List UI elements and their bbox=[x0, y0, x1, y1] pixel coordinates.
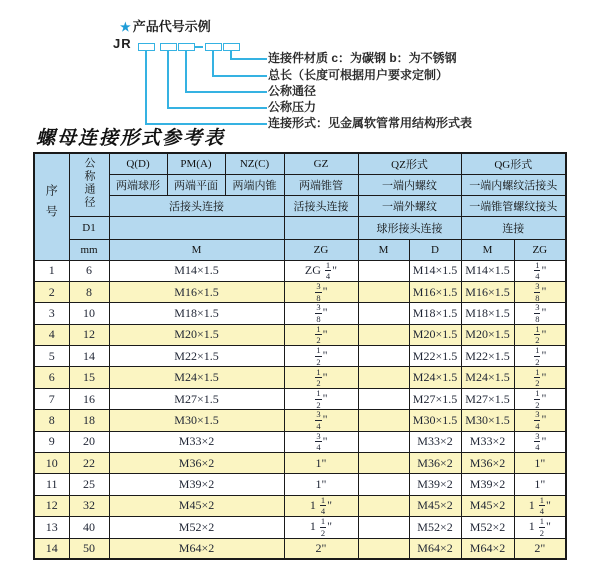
header-qg-desc2: 一端锥管螺纹接头 bbox=[461, 195, 566, 216]
row-seq: 13 bbox=[34, 517, 69, 538]
cell-qz-d: M36×2 bbox=[409, 453, 461, 474]
code-box-2 bbox=[160, 43, 177, 51]
row-seq: 2 bbox=[34, 281, 69, 302]
table-row bbox=[34, 453, 566, 474]
cell-qg-m: M39×2 bbox=[461, 474, 514, 495]
cell-qz-m bbox=[358, 324, 409, 345]
row-seq: 12 bbox=[34, 495, 69, 516]
header-pm-form: PM(A) bbox=[167, 153, 225, 174]
cell-qg-m: M24×1.5 bbox=[461, 367, 514, 388]
cell-qg-zg: 1 $\frac{1}{4}$ " bbox=[514, 495, 566, 516]
cell-gz-zg: 1 $\frac{1}{2}$ " bbox=[284, 517, 358, 538]
code-box-5 bbox=[223, 43, 240, 51]
cell-qg-m: M18×1.5 bbox=[461, 303, 514, 324]
table-row bbox=[34, 410, 566, 431]
cell-gz-zg: $\frac{1}{2}$ " bbox=[284, 388, 358, 409]
cell-qg-zg: 1 $\frac{1}{2}$ " bbox=[514, 517, 566, 538]
connector-line bbox=[230, 58, 267, 60]
cell-nominal-mm: 20 bbox=[69, 431, 109, 452]
cell-qg-zg: $\frac{3}{4}$ " bbox=[514, 431, 566, 452]
header-qz-desc2: 一端外螺纹 bbox=[358, 195, 461, 216]
header-gz-form: GZ bbox=[284, 153, 358, 174]
cell-qz-m bbox=[358, 346, 409, 367]
cell-gz-zg: $\frac{3}{4}$ " bbox=[284, 431, 358, 452]
cell-qz-d: M39×2 bbox=[409, 474, 461, 495]
cell-qg-zg: $\frac{3}{4}$ " bbox=[514, 410, 566, 431]
cell-qz-d: M18×1.5 bbox=[409, 303, 461, 324]
cell-union-m: M16×1.5 bbox=[109, 281, 284, 302]
header-m-union: M bbox=[109, 239, 284, 260]
code-box-1 bbox=[138, 43, 155, 51]
cell-nominal-mm: 50 bbox=[69, 538, 109, 559]
row-seq: 11 bbox=[34, 474, 69, 495]
cell-qz-d: M16×1.5 bbox=[409, 281, 461, 302]
cell-nominal-mm: 10 bbox=[69, 303, 109, 324]
cell-nominal-mm: 15 bbox=[69, 367, 109, 388]
header-gz-desc: 两端锥管 bbox=[284, 174, 358, 195]
cell-nominal-mm: 25 bbox=[69, 474, 109, 495]
cell-qz-m bbox=[358, 495, 409, 516]
table-row bbox=[34, 367, 566, 388]
cell-qz-m bbox=[358, 538, 409, 559]
cell-qz-d: M52×2 bbox=[409, 517, 461, 538]
connector-line bbox=[167, 51, 169, 108]
cell-gz-zg: $\frac{1}{2}$ " bbox=[284, 324, 358, 345]
cell-nominal-mm: 22 bbox=[69, 453, 109, 474]
product-code-heading-text: 产品代号示例 bbox=[132, 19, 211, 34]
header-zg-gz: ZG bbox=[284, 239, 358, 260]
header-blank-union bbox=[109, 216, 284, 239]
cell-gz-zg: $\frac{3}{8}$ " bbox=[284, 303, 358, 324]
cell-qg-m: M45×2 bbox=[461, 495, 514, 516]
header-qz-form: QZ形式 bbox=[358, 153, 461, 174]
header-m-qz: M bbox=[358, 239, 409, 260]
code-box-3 bbox=[178, 43, 195, 51]
diagram-label-diameter: 公称通径 bbox=[268, 84, 317, 98]
cell-qz-d: M64×2 bbox=[409, 538, 461, 559]
cell-union-m: M39×2 bbox=[109, 474, 284, 495]
header-m-qg: M bbox=[461, 239, 514, 260]
header-blank-gz bbox=[284, 216, 358, 239]
table-row bbox=[34, 324, 566, 345]
cell-qg-zg: 2" bbox=[514, 538, 566, 559]
cell-gz-zg: 2" bbox=[284, 538, 358, 559]
cell-qg-zg: 1" bbox=[514, 474, 566, 495]
cell-union-m: M45×2 bbox=[109, 495, 284, 516]
row-seq: 8 bbox=[34, 410, 69, 431]
diagram-label-length: 总长（长度可根据用户要求定制） bbox=[268, 68, 449, 82]
row-seq: 4 bbox=[34, 324, 69, 345]
cell-qg-m: M22×1.5 bbox=[461, 346, 514, 367]
table-row bbox=[34, 346, 566, 367]
cell-qz-d: M27×1.5 bbox=[409, 388, 461, 409]
row-seq: 1 bbox=[34, 260, 69, 281]
cell-union-m: M33×2 bbox=[109, 431, 284, 452]
table-row bbox=[34, 474, 566, 495]
header-q-form: Q(D) bbox=[109, 153, 167, 174]
row-seq: 10 bbox=[34, 453, 69, 474]
cell-gz-zg: 1" bbox=[284, 474, 358, 495]
cell-qg-m: M16×1.5 bbox=[461, 281, 514, 302]
header-qz-connection: 球形接头连接 bbox=[358, 216, 461, 239]
cell-nominal-mm: 40 bbox=[69, 517, 109, 538]
table-row bbox=[34, 495, 566, 516]
table-title: 螺母连接形式参考表 bbox=[36, 128, 226, 149]
cell-qz-m bbox=[358, 367, 409, 388]
connector-line bbox=[185, 91, 267, 93]
cell-qz-m bbox=[358, 453, 409, 474]
cell-qz-m bbox=[358, 281, 409, 302]
cell-qg-m: M14×1.5 bbox=[461, 260, 514, 281]
cell-qg-zg: $\frac{1}{2}$ " bbox=[514, 346, 566, 367]
cell-qz-m bbox=[358, 303, 409, 324]
header-qg-desc1: 一端内螺纹活接头 bbox=[461, 174, 566, 195]
cell-qg-m: M36×2 bbox=[461, 453, 514, 474]
cell-qg-m: M52×2 bbox=[461, 517, 514, 538]
table-row bbox=[34, 303, 566, 324]
cell-union-m: M22×1.5 bbox=[109, 346, 284, 367]
header-q-desc: 两端球形 bbox=[109, 174, 167, 195]
cell-union-m: M24×1.5 bbox=[109, 367, 284, 388]
header-mm: mm bbox=[69, 239, 109, 260]
cell-qz-d: M20×1.5 bbox=[409, 324, 461, 345]
connector-line bbox=[167, 107, 267, 109]
table-row bbox=[34, 517, 566, 538]
cell-gz-zg: $\frac{3}{4}$ " bbox=[284, 410, 358, 431]
cell-qz-d: M45×2 bbox=[409, 495, 461, 516]
connector-line bbox=[212, 51, 214, 76]
table-row bbox=[34, 431, 566, 452]
cell-gz-zg: 1 $\frac{1}{4}$ " bbox=[284, 495, 358, 516]
cell-gz-zg: ZG $\frac{1}{4}$ " bbox=[284, 260, 358, 281]
cell-union-m: M36×2 bbox=[109, 453, 284, 474]
cell-qg-m: M30×1.5 bbox=[461, 410, 514, 431]
row-seq: 9 bbox=[34, 431, 69, 452]
cell-qg-zg: 1" bbox=[514, 453, 566, 474]
cell-union-m: M30×1.5 bbox=[109, 410, 284, 431]
table-body bbox=[34, 260, 566, 559]
cell-nominal-mm: 18 bbox=[69, 410, 109, 431]
cell-nominal-mm: 14 bbox=[69, 346, 109, 367]
header-seq: 序号 bbox=[34, 153, 69, 260]
row-seq: 6 bbox=[34, 367, 69, 388]
cell-qz-m bbox=[358, 388, 409, 409]
cell-gz-zg: $\frac{1}{2}$ " bbox=[284, 346, 358, 367]
cell-gz-zg: $\frac{3}{8}$ " bbox=[284, 281, 358, 302]
cell-union-m: M27×1.5 bbox=[109, 388, 284, 409]
connector-line bbox=[185, 51, 187, 92]
cell-qg-m: M33×2 bbox=[461, 431, 514, 452]
cell-nominal-mm: 8 bbox=[69, 281, 109, 302]
row-seq: 3 bbox=[34, 303, 69, 324]
cell-qg-m: M64×2 bbox=[461, 538, 514, 559]
diagram-label-connection: 连接形式：见金属软管常用结构形式表 bbox=[268, 116, 473, 130]
cell-qg-zg: $\frac{1}{2}$ " bbox=[514, 388, 566, 409]
header-nominal-diameter: 公称通径 bbox=[69, 153, 109, 216]
cell-nominal-mm: 6 bbox=[69, 260, 109, 281]
diagram-label-material: 连接件材质 c：为碳钢 b：为不锈钢 bbox=[268, 51, 457, 65]
cell-qg-m: M20×1.5 bbox=[461, 324, 514, 345]
cell-qz-m bbox=[358, 431, 409, 452]
header-qg-connection: 连接 bbox=[461, 216, 566, 239]
table-row bbox=[34, 538, 566, 559]
cell-union-m: M64×2 bbox=[109, 538, 284, 559]
header-union-connection: 活接头连接 bbox=[109, 195, 284, 216]
code-prefix: JR bbox=[113, 36, 132, 51]
table-row bbox=[34, 388, 566, 409]
code-box-4 bbox=[205, 43, 222, 51]
code-dash bbox=[195, 46, 203, 48]
cell-nominal-mm: 32 bbox=[69, 495, 109, 516]
cell-qz-m bbox=[358, 410, 409, 431]
product-code-heading bbox=[120, 16, 211, 35]
cell-union-m: M18×1.5 bbox=[109, 303, 284, 324]
cell-qg-zg: $\frac{1}{4}$ " bbox=[514, 260, 566, 281]
cell-nominal-mm: 16 bbox=[69, 388, 109, 409]
nut-connection-table bbox=[33, 152, 567, 560]
star-icon: ★ bbox=[120, 20, 131, 34]
cell-union-m: M14×1.5 bbox=[109, 260, 284, 281]
cell-qz-d: M22×1.5 bbox=[409, 346, 461, 367]
cell-qg-zg: $\frac{1}{2}$ " bbox=[514, 367, 566, 388]
header-qz-desc1: 一端内螺纹 bbox=[358, 174, 461, 195]
cell-gz-zg: 1" bbox=[284, 453, 358, 474]
table-row bbox=[34, 281, 566, 302]
cell-union-m: M20×1.5 bbox=[109, 324, 284, 345]
cell-gz-zg: $\frac{1}{2}$ " bbox=[284, 367, 358, 388]
cell-qg-zg: $\frac{3}{8}$ " bbox=[514, 303, 566, 324]
row-seq: 5 bbox=[34, 346, 69, 367]
cell-union-m: M52×2 bbox=[109, 517, 284, 538]
cell-nominal-mm: 12 bbox=[69, 324, 109, 345]
cell-qz-d: M14×1.5 bbox=[409, 260, 461, 281]
table-row bbox=[34, 260, 566, 281]
row-seq: 7 bbox=[34, 388, 69, 409]
header-nz-form: NZ(C) bbox=[225, 153, 284, 174]
header-qg-form: QG形式 bbox=[461, 153, 566, 174]
cell-qz-m bbox=[358, 474, 409, 495]
header-zg-qg: ZG bbox=[514, 239, 566, 260]
cell-qz-d: M33×2 bbox=[409, 431, 461, 452]
cell-qz-m bbox=[358, 260, 409, 281]
header-d1: D1 bbox=[69, 216, 109, 239]
cell-qz-m bbox=[358, 517, 409, 538]
header-nz-desc: 两端内锥 bbox=[225, 174, 284, 195]
cell-qz-d: M24×1.5 bbox=[409, 367, 461, 388]
header-pm-desc: 两端平面 bbox=[167, 174, 225, 195]
connector-line bbox=[145, 51, 147, 124]
row-seq: 14 bbox=[34, 538, 69, 559]
cell-qg-m: M27×1.5 bbox=[461, 388, 514, 409]
cell-qg-zg: $\frac{1}{2}$ " bbox=[514, 324, 566, 345]
diagram-label-pressure: 公称压力 bbox=[268, 100, 317, 114]
header-d-qz: D bbox=[409, 239, 461, 260]
cell-qz-d: M30×1.5 bbox=[409, 410, 461, 431]
connector-line bbox=[212, 75, 267, 77]
header-gz-connection: 活接头连接 bbox=[284, 195, 358, 216]
cell-qg-zg: $\frac{3}{8}$ " bbox=[514, 281, 566, 302]
